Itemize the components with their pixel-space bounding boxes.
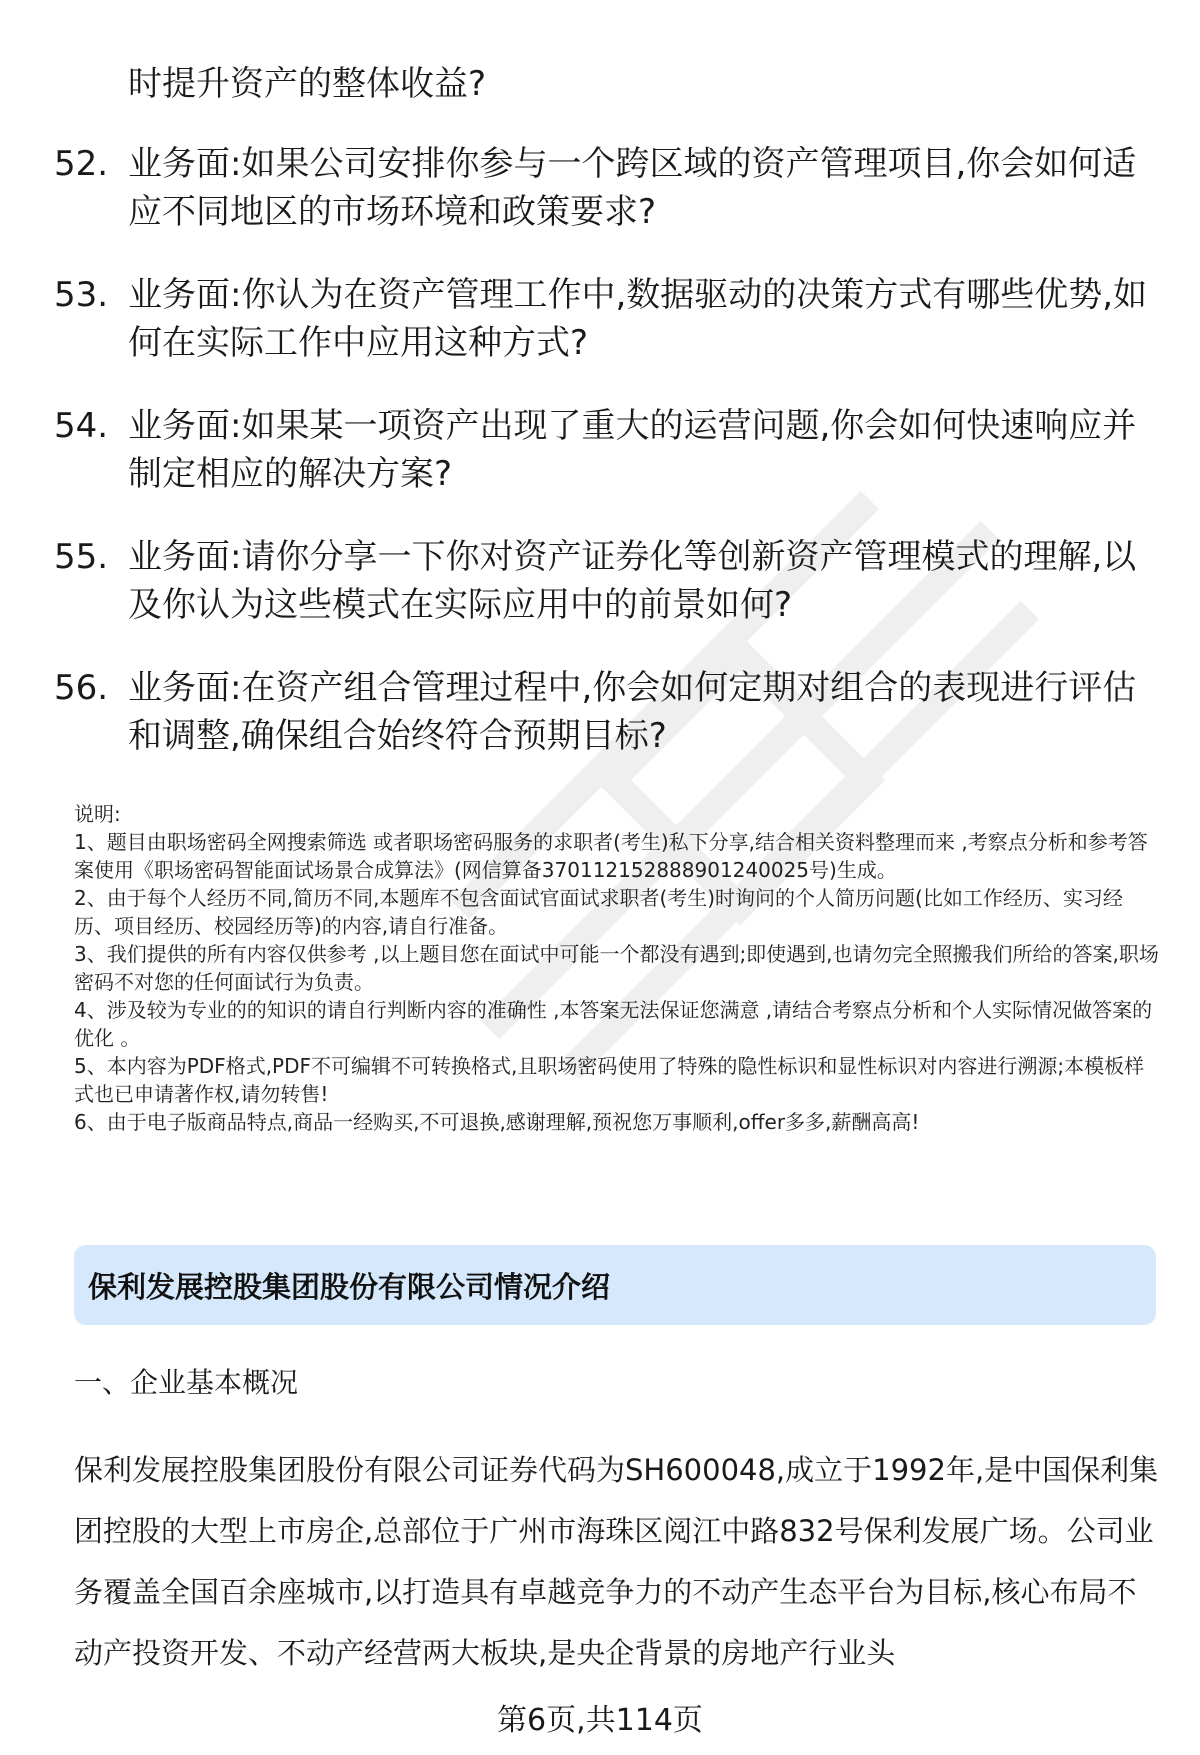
question-item	[0, 140, 1200, 236]
question-item	[0, 533, 1200, 629]
note-item: 1、题目由职场密码全网搜索筛选 或者职场密码服务的求职者(考生)私下分享,结合相关资料整理而来 ,考察点分析和参考答案使用《职场密码智能面试场景合成算法》(网信算备370112152888901240025号)生成。	[74, 830, 1148, 882]
question-text: 业务面:如果某一项资产出现了重大的运营问题,你会如何快速响应并制定相应的解决方案?	[128, 406, 1137, 494]
question-number: 56.	[54, 668, 109, 708]
note-item: 3、我们提供的所有内容仅供参考 ,以上题目您在面试中可能一个都没有遇到;即使遇到,也请勿完全照搬我们所给的答案,职场密码不对您的任何面试行为负责。	[74, 942, 1159, 994]
question-text: 业务面:你认为在资产管理工作中,数据驱动的决策方式有哪些优势,如何在实际工作中应用这种方式?	[128, 275, 1148, 363]
notes-title: 说明:	[74, 802, 121, 826]
company-intro-title: 保利发展控股集团股份有限公司情况介绍	[88, 1269, 611, 1304]
question-text: 业务面:请你分享一下你对资产证券化等创新资产管理模式的理解,以及你认为这些模式在实际应用中的前景如何?	[128, 537, 1137, 625]
question-number: 54.	[54, 406, 109, 446]
company-overview-text: 保利发展控股集团股份有限公司证券代码为SH600048,成立于1992年,是中国保利集团控股的大型上市房企,总部位于广州市海珠区阅江中路832号保利发展广场。公司业务覆盖全国百余座城市,以打造具有卓越竞争力的不动产生态平台为目标,核心布局不动产投资开发、不动产经营两大板块,是央企背景的房地产行业头	[74, 1453, 1159, 1670]
question-item	[0, 271, 1200, 367]
company-intro-banner	[74, 1245, 1156, 1325]
question-number: 53.	[54, 275, 109, 315]
note-item: 5、本内容为PDF格式,PDF不可编辑不可转换格式,且职场密码使用了特殊的隐性标识和显性标识对内容进行溯源;本模板样式也已申请著作权,请勿转售!	[74, 1054, 1145, 1106]
question-51-continuation: 时提升资产的整体收益?	[128, 64, 487, 104]
notes-section	[74, 800, 1160, 1136]
note-item: 6、由于电子版商品特点,商品一经购买,不可退换,感谢理解,预祝您万事顺利,offer多多,薪酬高高!	[74, 1110, 920, 1134]
page-footer: 第6页,共114页	[497, 1703, 703, 1738]
question-list	[0, 140, 1200, 795]
question-number: 55.	[54, 537, 109, 577]
question-item	[0, 402, 1200, 498]
question-item	[0, 664, 1200, 760]
note-item: 4、涉及较为专业的的知识的请自行判断内容的准确性 ,本答案无法保证您满意 ,请结合考察点分析和个人实际情况做答案的优化 。	[74, 998, 1153, 1050]
question-text: 业务面:在资产组合管理过程中,你会如何定期对组合的表现进行评估和调整,确保组合始终符合预期目标?	[128, 668, 1137, 756]
section-heading: 一、企业基本概况	[74, 1366, 299, 1399]
note-item: 2、由于每个人经历不同,简历不同,本题库不包含面试官面试求职者(考生)时询问的个人简历问题(比如工作经历、实习经历、项目经历、校园经历等)的内容,请自行准备。	[74, 886, 1123, 938]
question-text: 业务面:如果公司安排你参与一个跨区域的资产管理项目,你会如何适应不同地区的市场环境和政策要求?	[128, 144, 1137, 232]
question-number: 52.	[54, 144, 109, 184]
